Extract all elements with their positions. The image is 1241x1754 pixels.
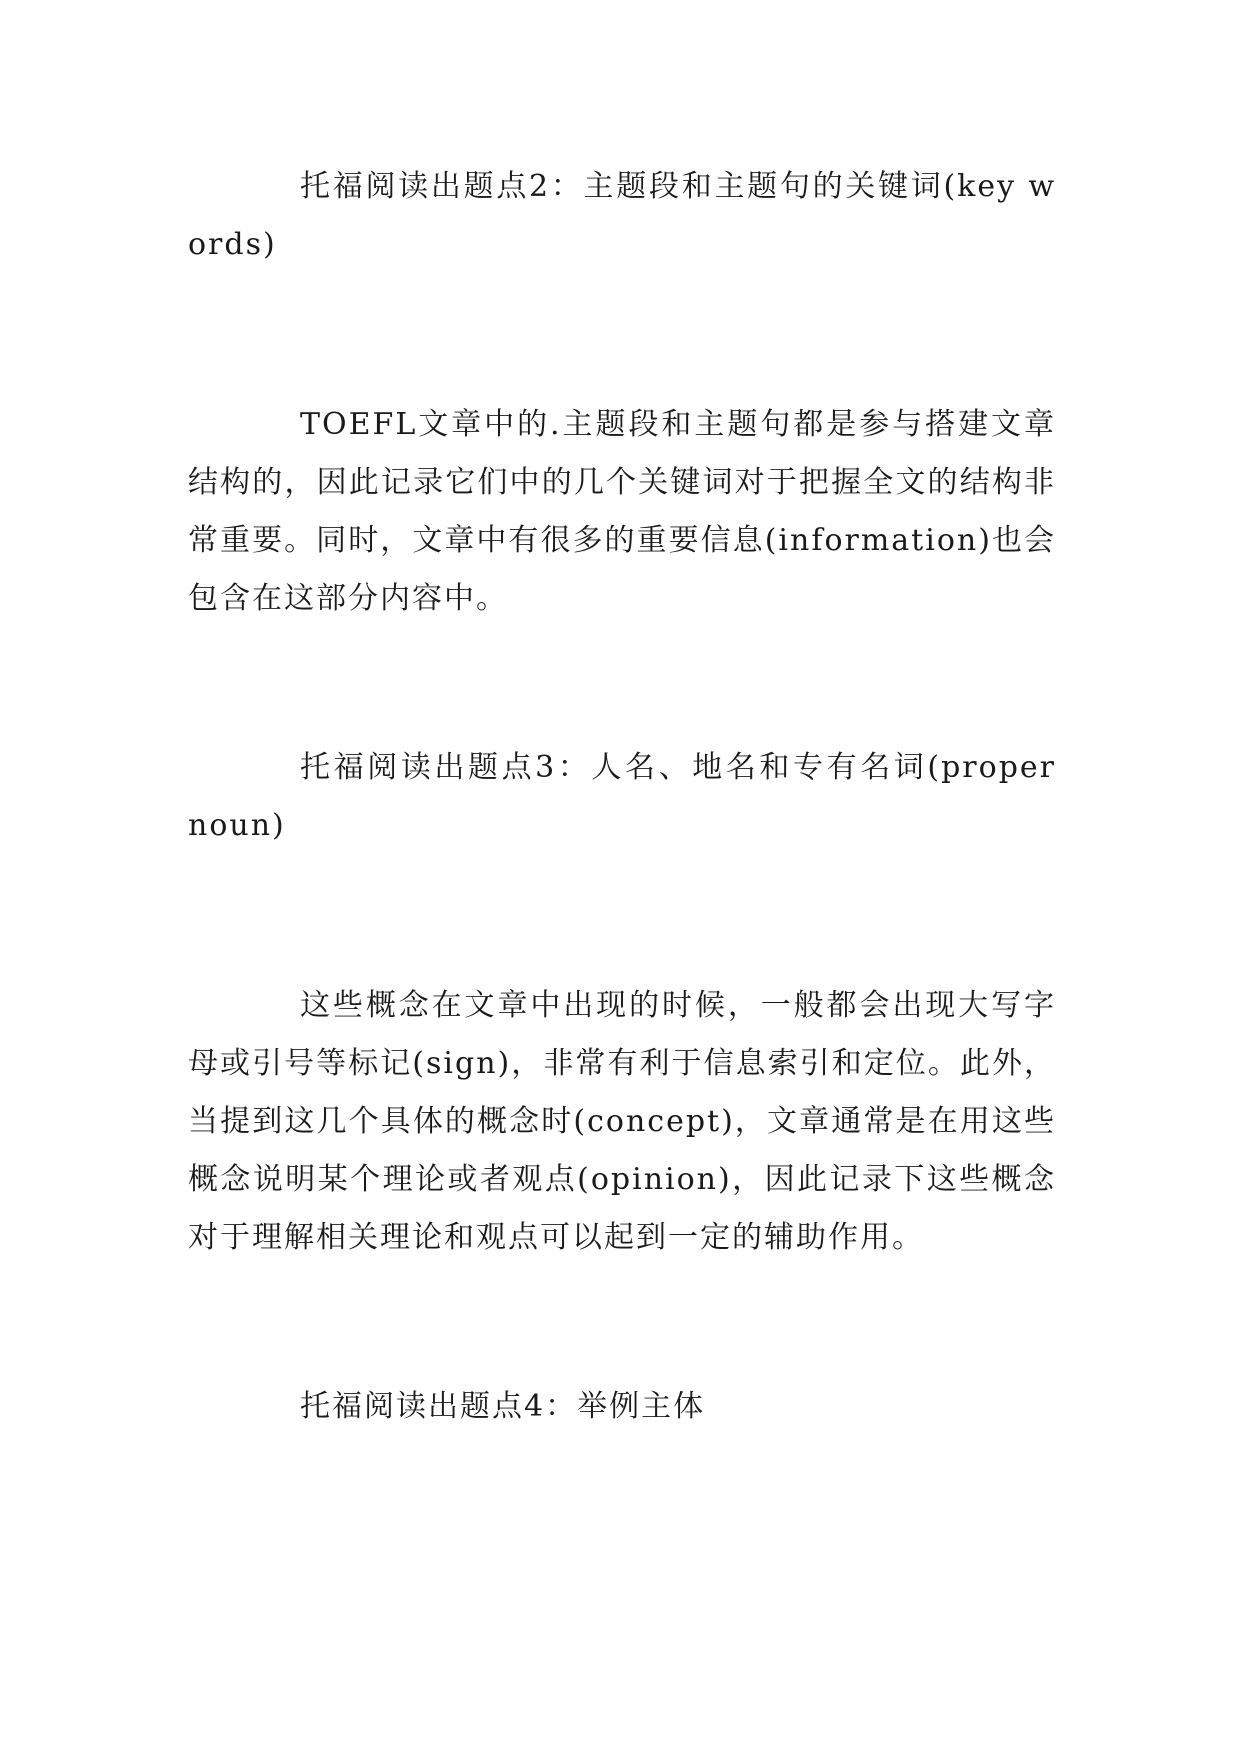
heading-question-point-3: 托福阅读出题点3：人名、地名和专有名词(proper noun)	[188, 750, 1056, 843]
heading-question-point-4: 托福阅读出题点4：举例主体	[300, 1389, 706, 1424]
paragraph-keywords: TOEFL文章中的.主题段和主题句都是参与搭建文章结构的，因此记录它们中的几个关键词对于把握全文的结构非常重要。同时，文章中有很多的重要信息(information)也会包含在这部分内容中。	[188, 407, 1056, 616]
heading-question-point-2: 托福阅读出题点2：主题段和主题句的关键词(key words)	[188, 169, 1056, 262]
paragraph-proper-nouns: 这些概念在文章中出现的时候，一般都会出现大写字母或引号等标记(sign)，非常有利于信息索引和定位。此外，当提到这几个具体的概念时(concept)，文章通常是在用这些概念说明某个理论或者观点(opinion)，因此记录下这些概念对于理解相关理论和观点可以起到一定的辅助作用。	[188, 988, 1056, 1255]
